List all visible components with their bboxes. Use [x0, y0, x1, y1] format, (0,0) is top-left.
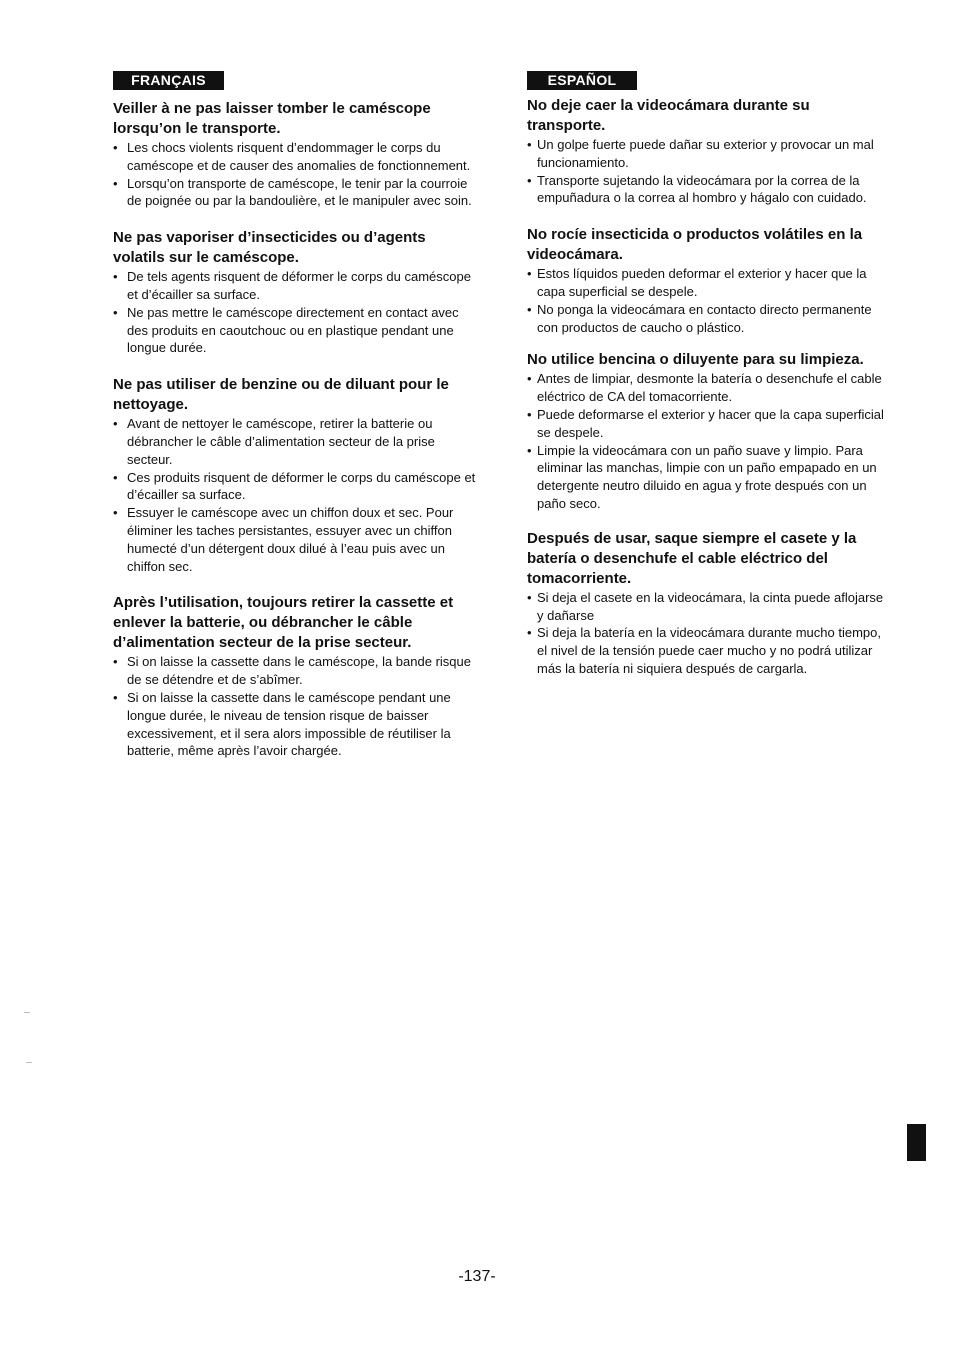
section-heading: Después de usar, saque siempre el casete y la batería o desenchufe el cable eléctrico del tomacorriente. — [527, 529, 857, 587]
french-section-2 — [113, 228, 478, 357]
bullet-icon: • — [527, 371, 532, 387]
french-section-4 — [113, 593, 478, 760]
spanish-section-3 — [527, 350, 889, 512]
list-item: • Limpie la videocámara con un paño suave y limpio. Para eliminar las manchas, limpie con un paño empapado en un detergente neutro diluido en agua y frote después con un paño seco. — [527, 442, 877, 511]
section-heading: No deje caer la videocámara durante su transporte. — [527, 97, 810, 134]
language-tab-spanish: ESPAÑOL — [527, 71, 637, 90]
bullet-icon: • — [113, 416, 118, 432]
section-heading: No rocíe insecticida o productos volátiles en la videocámara. — [527, 226, 863, 264]
list-item: • Puede deformarse el exterior y hacer que la capa superficial se despele. — [527, 406, 884, 440]
bullet-list — [113, 653, 478, 760]
bullet-list — [527, 136, 889, 207]
bullet-list — [113, 415, 478, 575]
bullet-list — [527, 265, 889, 336]
bullet-icon: • — [113, 175, 118, 191]
list-item: • Les chocs violents risquent d’endommager le corps du caméscope et de causer des anomalies de fonctionnement. — [113, 140, 471, 173]
section-heading: Ne pas vaporiser d’insecticides ou d’agents volatils sur le caméscope. — [113, 229, 426, 267]
bullet-list — [527, 589, 889, 678]
bullet-icon: • — [113, 469, 118, 485]
bullet-icon: • — [113, 654, 118, 670]
french-section-3 — [113, 375, 478, 575]
list-item: • No ponga la videocámara en contacto directo permanente con productos de caucho o plástico. — [527, 301, 872, 335]
bullet-icon: • — [113, 689, 118, 705]
list-item: • Essuyer le caméscope avec un chiffon doux et sec. Pour éliminer les taches persistantes, essuyer avec un chiffon humecté d’un détergent doux dilué à l’eau puis avec un chiffon sec. — [113, 505, 454, 574]
bullet-icon: • — [527, 406, 532, 422]
list-item: • Si deja el casete en la videocámara, la cinta puede aflojarse y dañarse — [527, 589, 884, 623]
bullet-icon: • — [527, 137, 532, 152]
list-item: • De tels agents risquent de déformer le corps du caméscope et d’écailler sa surface. — [113, 269, 471, 302]
page-number: -137- — [458, 1268, 496, 1285]
list-item: • Lorsqu’on transporte de caméscope, le tenir par la courroie de poignée ou par la bandoulière, et le manipuler avec soin. — [113, 175, 472, 209]
language-tab-french: FRANÇAIS — [113, 71, 224, 90]
list-item: • Un golpe fuerte puede dañar su exterior y provocar un mal funcionamiento. — [527, 137, 874, 170]
section-heading: Veiller à ne pas laisser tomber le caméscope lorsqu’on le transporte. — [113, 100, 431, 137]
spanish-section-4 — [527, 529, 889, 678]
bullet-list — [113, 268, 478, 357]
scan-speck — [24, 1012, 30, 1013]
spanish-section-2 — [527, 225, 889, 336]
french-column — [113, 71, 478, 760]
bullet-icon: • — [527, 266, 532, 282]
list-item: • Transporte sujetando la videocámara por la correa de la empuñadura o la correa al hombro y hágalo con cuidado. — [527, 172, 867, 206]
list-item: • Avant de nettoyer le caméscope, retirer la batterie ou débrancher le câble d’alimentation secteur de la prise secteur. — [113, 416, 435, 467]
bullet-icon: • — [527, 301, 532, 317]
spanish-column — [527, 71, 889, 678]
bullet-list — [113, 139, 478, 210]
page-edge-marker — [907, 1124, 926, 1161]
list-item: • Si deja la batería en la videocámara durante mucho tiempo, el nivel de la tensión puede caer mucho y no podrá utilizar más la batería ni siquiera después de cargarla. — [527, 625, 881, 676]
bullet-icon: • — [527, 172, 532, 188]
section-heading: No utilice bencina o diluyente para su limpieza. — [527, 351, 864, 369]
section-heading: Après l’utilisation, toujours retirer la cassette et enlever la batterie, ou débrancher le câble d’alimentation secteur de la prise secteur. — [113, 594, 454, 652]
list-item: • Si on laisse la cassette dans le caméscope pendant une longue durée, le niveau de tension risque de baisser excessivement, et il sera alors impossible de réutiliser la batterie, même après l’avoir chargée. — [113, 689, 451, 759]
spanish-section-1 — [527, 96, 889, 207]
list-item: • Ne pas mettre le caméscope directement en contact avec des produits en caoutchouc ou en plastique pendant une longue durée. — [113, 304, 459, 356]
french-section-1 — [113, 99, 478, 210]
list-item: • Ces produits risquent de déformer le corps du caméscope et d’écailler sa surface. — [113, 469, 476, 503]
section-heading: Ne pas utiliser de benzine ou de diluant pour le nettoyage. — [113, 376, 449, 414]
bullet-icon: • — [113, 269, 118, 285]
scan-speck — [26, 1062, 32, 1063]
list-item: • Estos líquidos pueden deformar el exterior y hacer que la capa superficial se despele. — [527, 266, 867, 299]
bullet-icon: • — [113, 505, 118, 521]
bullet-icon: • — [113, 140, 118, 155]
bullet-icon: • — [527, 589, 532, 605]
bullet-icon: • — [527, 625, 532, 641]
bullet-icon: • — [113, 304, 118, 320]
list-item: • Antes de limpiar, desmonte la batería o desenchufe el cable eléctrico de CA del tomacorriente. — [527, 371, 882, 405]
bullet-list — [527, 370, 889, 512]
bullet-icon: • — [527, 442, 532, 458]
list-item: • Si on laisse la cassette dans le caméscope, la bande risque de se détendre et de s’abîmer. — [113, 654, 471, 688]
